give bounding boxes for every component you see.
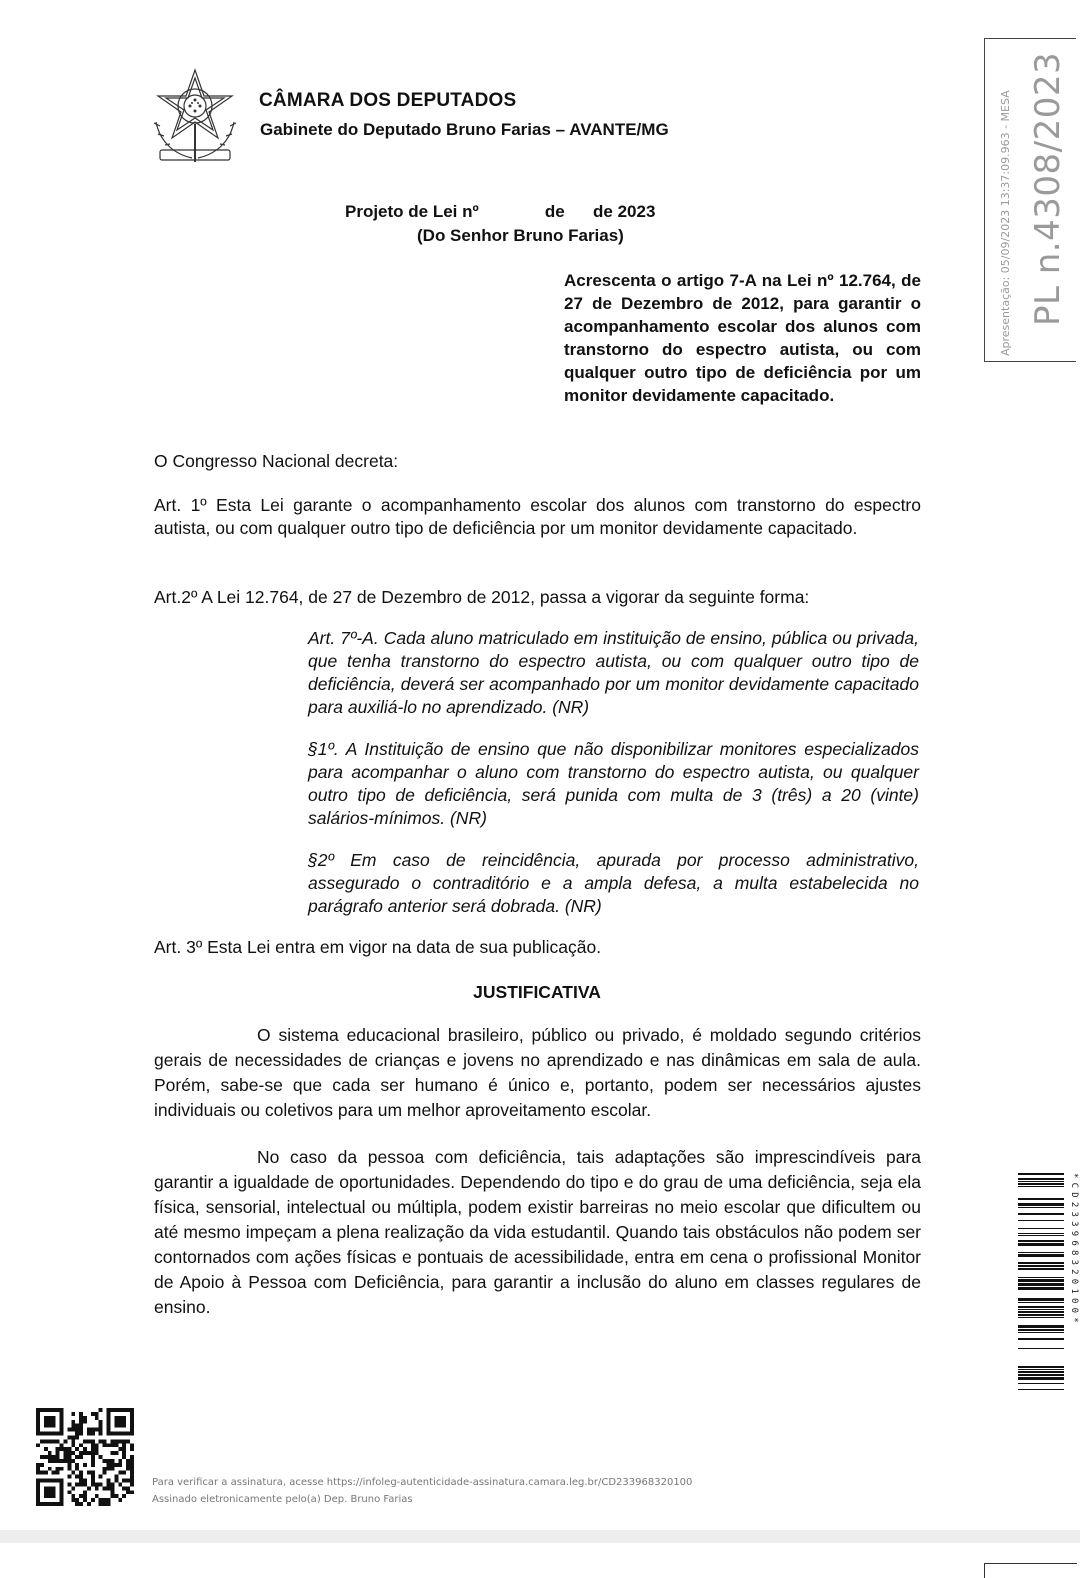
justification-paragraph-2: No caso da pessoa com deficiência, tais adaptações são imprescindíveis para garantir a igualdade de oportunidades. Dependendo do tipo e do grau de uma deficiência, seja ela física, sensorial, intelectual ou múltipla, podem existir barreiras no meio escolar que dificultem ou até mesmo impeçam a plena realização da vida estudantil. Quando tais obstáculos não podem ser contornados com ações físicas e pontuais de acessibilidade, entra em cena o profissional Monitor de Apoio à Pessoa com Deficiência, para garantir a inclusão do aluno em classes regulares de ensino. (154, 1147, 921, 1317)
next-page-stamp (984, 1563, 1077, 1578)
barcode-icon (1018, 1173, 1064, 1390)
article-2: Art.2º A Lei 12.764, de 27 de Dezembro de 2012, passa a vigorar da seguinte forma: (154, 587, 810, 607)
justification-paragraph-1: O sistema educacional brasileiro, público ou privado, é moldado segundo critérios gerais de necessidades de crianças e jovens no aprendizado e nas dinâmicas em sala de aula. Porém, sabe-se que cada ser humano é único e, portanto, podem ser necessários ajustes individuais ou coletivos para um melhor aproveitamento escolar. (154, 1025, 921, 1120)
barcode-text: *CD233968320100* (1069, 1173, 1079, 1327)
org-name: CÂMARA DOS DEPUTADOS (259, 90, 517, 111)
office-name: Gabinete do Deputado Bruno Farias – AVANTE/MG (260, 120, 669, 139)
coat-of-arms-icon (146, 66, 244, 170)
quoted-paragraph-1: §1º. A Instituição de ensino que não disponibilizar monitores especializados para acompanhar o aluno com transtorno do espectro autista, ou qualquer outro tipo de deficiência, será punida com multa de 3 (três) a 20 (vinte) salários-mínimos. (NR) (308, 739, 919, 828)
decree-line: O Congresso Nacional decreta: (154, 451, 399, 471)
presentation-date: Apresentação: 05/09/2023 13:37:09.963 - MESA (999, 90, 1012, 356)
bill-summary: Acrescenta o artigo 7-A na Lei nº 12.764, de 27 de Dezembro de 2012, para garantir o acompanhamento escolar dos alunos com transtorno do espectro autista, ou com qualquer outro tipo de deficiência por um monitor devidamente capacitado. (564, 271, 921, 405)
signature-note: Assinado eletronicamente pelo(a) Dep. Bruno Farias (152, 1494, 413, 1505)
bill-number: PL n.4308/2023 (1028, 51, 1068, 326)
next-page-top (0, 1543, 1080, 1577)
qr-code-icon (36, 1408, 134, 1506)
article-3: Art. 3º Esta Lei entra em vigor na data de sua publicação. (154, 937, 602, 957)
quoted-paragraph-2: §2º Em caso de reincidência, apurada por processo administrativo, assegurado o contraditório e a ampla defesa, a multa estabelecida no parágrafo anterior será dobrada. (NR) (308, 850, 919, 916)
justification-title: JUSTIFICATIVA (473, 982, 601, 1002)
bill-title: Projeto de Lei nº de de 2023 (345, 202, 656, 221)
verification-link[interactable]: Para verificar a assinatura, acesse https://infoleg-autenticidade-assinatura.camara.leg.br/CD233968320100 (152, 1477, 693, 1488)
bill-author: (Do Senhor Bruno Farias) (417, 226, 624, 245)
page-separator (0, 1530, 1080, 1543)
quoted-article-7a: Art. 7º-A. Cada aluno matriculado em instituição de ensino, pública ou privada, que tenha transtorno do espectro autista, ou com qualquer outro tipo de deficiência, deverá ser acompanhado por um monitor devidamente capacitado para auxiliá-lo no aprendizado. (NR) (308, 628, 919, 717)
article-1: Art. 1º Esta Lei garante o acompanhamento escolar dos alunos com transtorno do espectro autista, ou com qualquer outro tipo de deficiência por um monitor devidamente capacitado. (154, 495, 921, 538)
